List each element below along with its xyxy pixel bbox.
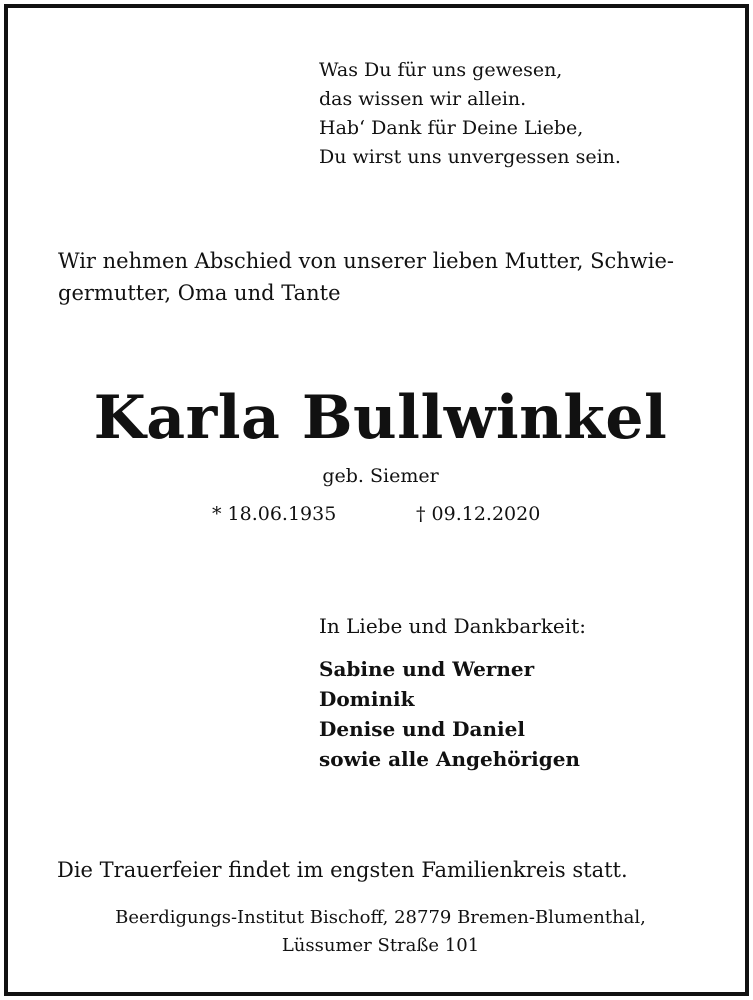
institute-line: Beerdigungs-Institut Bischoff, 28779 Bremen-Blumenthal, bbox=[115, 907, 646, 928]
institute-line: Lüssumer Straße 101 bbox=[281, 935, 480, 956]
poem-line: Hab‘ Dank für Deine Liebe, bbox=[319, 117, 584, 139]
mourner-name: Sabine und Werner bbox=[319, 657, 535, 681]
intro-text bbox=[58, 245, 674, 309]
poem-line: das wissen wir allein. bbox=[319, 88, 527, 110]
mourners-list bbox=[319, 654, 580, 774]
intro-line: Wir nehmen Abschied von unserer lieben Mutter, Schwie- bbox=[58, 249, 674, 273]
poem bbox=[319, 56, 621, 172]
poem-line: Du wirst uns unvergessen sein. bbox=[319, 146, 621, 168]
obituary-frame bbox=[4, 4, 749, 996]
funeral-note: Die Trauerfeier findet im engsten Familienkreis statt. bbox=[57, 858, 628, 882]
death-date: † 09.12.2020 bbox=[416, 503, 541, 525]
mourner-name: Dominik bbox=[319, 687, 415, 711]
poem-line: Was Du für uns gewesen, bbox=[319, 59, 563, 81]
mourner-name: Denise und Daniel bbox=[319, 717, 525, 741]
deceased-name: Karla Bullwinkel bbox=[93, 383, 668, 453]
birth-name: geb. Siemer bbox=[322, 465, 439, 487]
intro-line: germutter, Oma und Tante bbox=[58, 281, 341, 305]
birth-date: * 18.06.1935 bbox=[212, 503, 337, 525]
funeral-institute bbox=[8, 904, 753, 960]
mourner-name: sowie alle Angehörigen bbox=[319, 747, 580, 771]
mourners-heading: In Liebe und Dankbarkeit: bbox=[319, 614, 586, 638]
